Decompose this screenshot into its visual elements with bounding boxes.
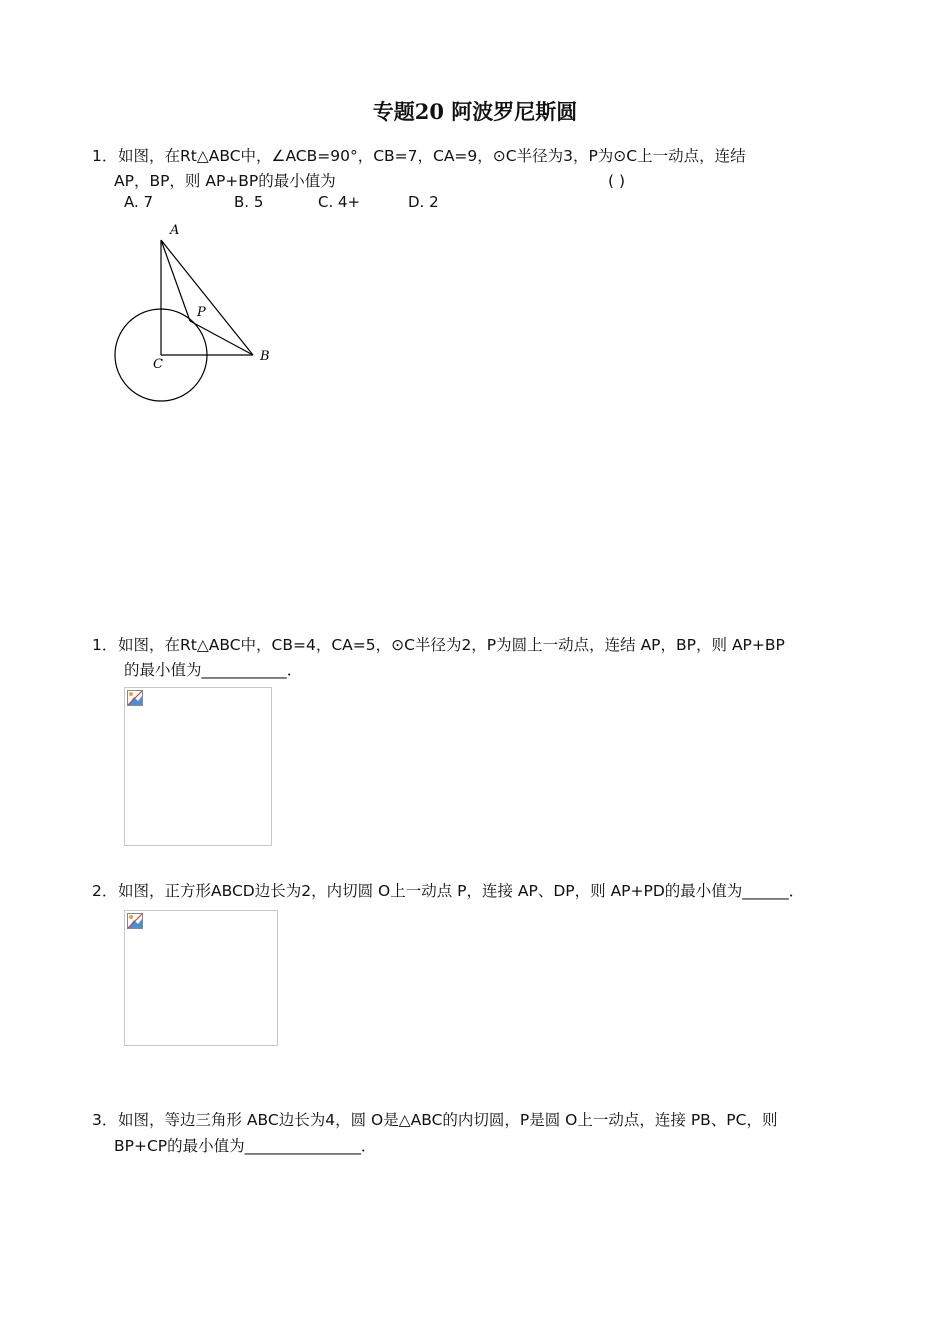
problem-number: 3． — [92, 1111, 118, 1129]
problem-1a-line2 — [114, 170, 336, 192]
problem-2-line1 — [92, 880, 804, 902]
label-c: C — [153, 357, 163, 372]
answer-bracket: ( ) — [608, 172, 626, 190]
label-a: A — [170, 223, 180, 238]
segment-ab — [161, 240, 253, 355]
broken-image-icon — [127, 690, 143, 706]
problem-text: 如图，在Rt△ABC中，∠ACB=90°，CB=7，CA=9，⊙C半径为3，P为⊙C上一动点，连结 — [118, 147, 746, 165]
label-b: B — [260, 349, 270, 364]
problem-number: 1． — [92, 636, 118, 654]
problem-number: 1． — [92, 147, 118, 165]
option-b: B. 5 — [234, 193, 264, 211]
problem-number: 2． — [92, 882, 118, 900]
segment-bp — [190, 321, 253, 355]
option-a: A. 7 — [124, 193, 154, 211]
broken-image-icon — [127, 913, 143, 929]
page-title: 专题20 阿波罗尼斯圆 — [372, 99, 578, 124]
problem-text: BP+CP的最小值为_______________． — [114, 1137, 377, 1155]
image-placeholder — [124, 910, 278, 1046]
problem-text: 如图，正方形ABCD边长为2，内切圆 O上一动点 P，连接 AP、DP，则 AP+PD的最小值为______． — [118, 882, 805, 900]
problem-text: AP，BP，则 AP+BP的最小值为 — [114, 172, 336, 190]
problem-text: 的最小值为___________． — [124, 661, 303, 679]
problem-1b-line1 — [92, 634, 785, 656]
geometry-figure-1 — [100, 215, 290, 415]
option-d: D. 2 — [408, 193, 439, 211]
problem-1b-line2 — [124, 659, 302, 681]
problem-3-line2 — [114, 1135, 376, 1157]
problem-text: 如图，等边三角形 ABC边长为4，圆 O是△ABC的内切圆，P是圆 O上一动点，连接 PB、PC，则 — [118, 1111, 778, 1129]
problem-1a-line1 — [92, 145, 746, 167]
problem-3-line1 — [92, 1109, 777, 1131]
image-placeholder — [124, 687, 272, 846]
problem-text: 如图，在Rt△ABC中，CB=4，CA=5，⊙C半径为2，P为圆上一动点，连结 AP，BP，则 AP+BP — [118, 636, 785, 654]
label-p: P — [197, 305, 206, 320]
option-c: C. 4+ — [318, 193, 361, 211]
